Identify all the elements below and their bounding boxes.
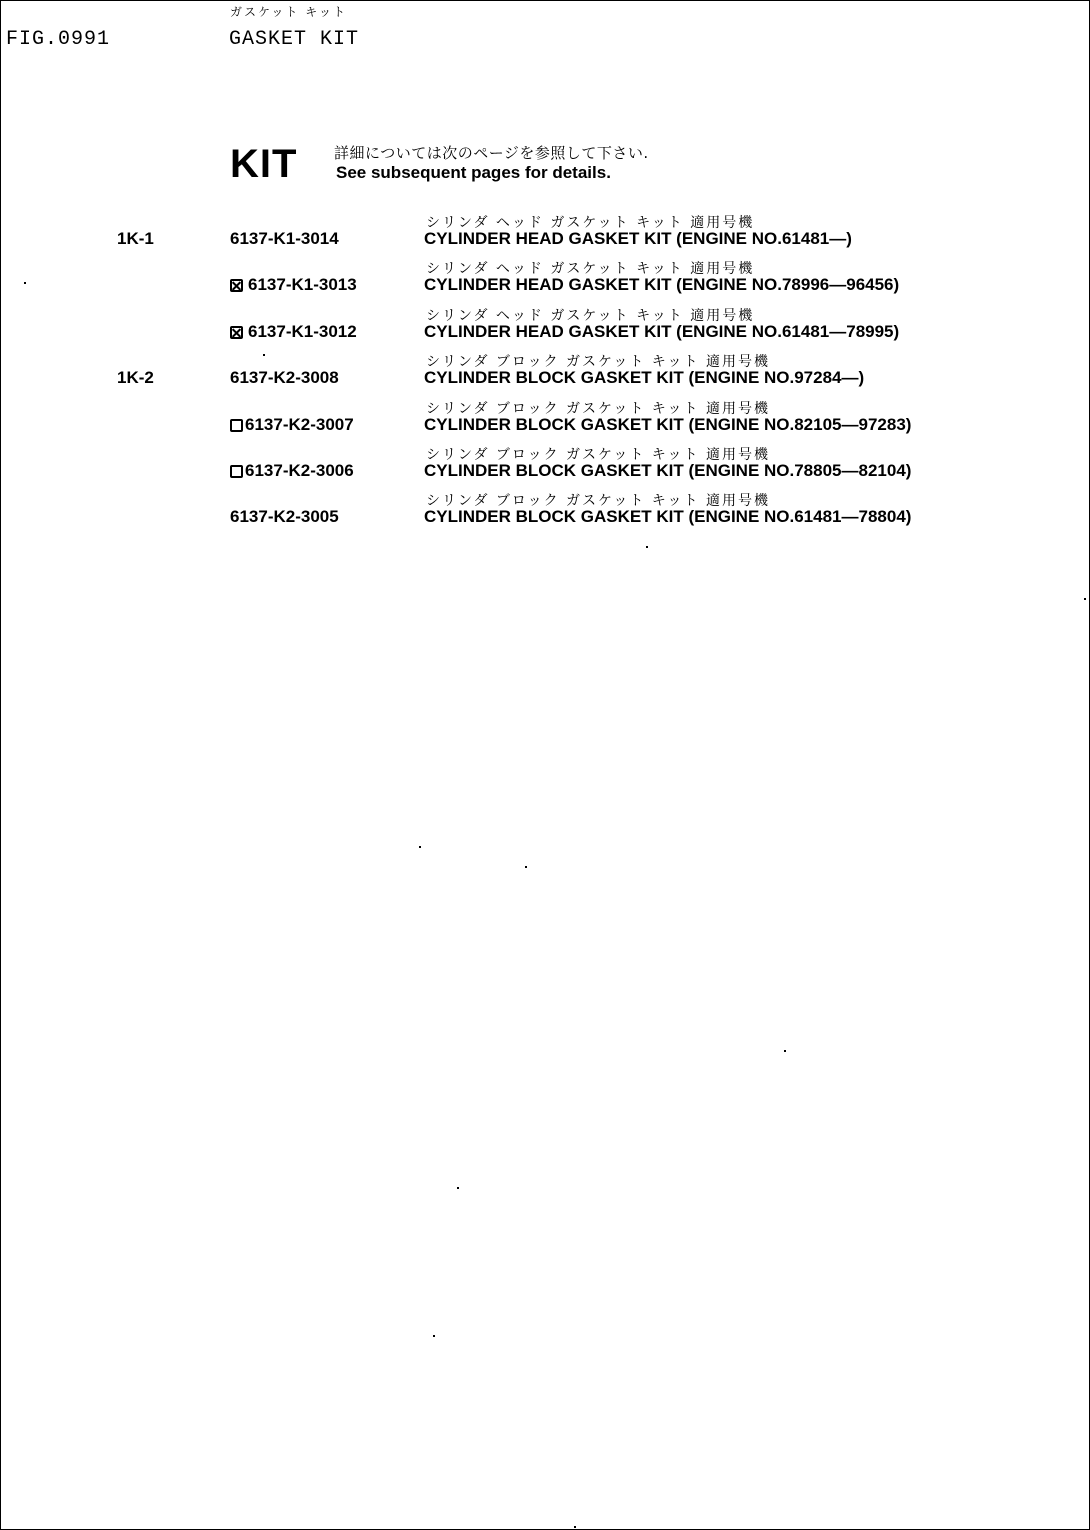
part-name-japanese: シリンダ ブロック ガスケット キット 適用号機: [426, 447, 770, 463]
kit-note-japanese: 詳細については次のページを参照して下さい.: [334, 144, 649, 162]
part-name: CYLINDER BLOCK GASKET KIT (ENGINE NO.82105—97283): [424, 415, 912, 434]
part-row: [0, 351, 1090, 397]
part-name: CYLINDER HEAD GASKET KIT (ENGINE NO.61481—): [424, 229, 852, 248]
part-row: [0, 305, 1090, 351]
part-number: [230, 322, 357, 342]
scan-speck: [574, 1526, 576, 1528]
scan-speck: [457, 1187, 459, 1189]
scan-speck: [263, 354, 265, 356]
part-number: [230, 507, 339, 527]
part-number-text: 6137-K2-3008: [230, 368, 339, 387]
part-number: [230, 415, 354, 435]
part-number: [230, 275, 357, 295]
part-name-japanese: シリンダ ブロック ガスケット キット 適用号機: [426, 493, 770, 509]
empty-box-icon: [230, 419, 243, 432]
part-name-japanese: シリンダ ブロック ガスケット キット 適用号機: [426, 354, 770, 370]
part-number-text: 6137-K2-3006: [245, 461, 354, 480]
part-name: CYLINDER BLOCK GASKET KIT (ENGINE NO.61481—78804): [424, 507, 912, 526]
crossed-box-icon: [230, 279, 243, 292]
part-row: [0, 398, 1090, 444]
part-number-text: 6137-K1-3012: [248, 322, 357, 341]
part-row: [0, 490, 1090, 536]
part-row: [0, 212, 1090, 258]
part-number: [230, 229, 339, 249]
scan-speck: [419, 846, 421, 848]
part-name-japanese: シリンダ ヘッド ガスケット キット 適用号機: [426, 308, 755, 324]
part-name-japanese: シリンダ ヘッド ガスケット キット 適用号機: [426, 215, 755, 231]
figure-number: FIG.0991: [6, 28, 111, 51]
kit-heading: KIT: [230, 142, 298, 186]
part-name: CYLINDER BLOCK GASKET KIT (ENGINE NO.78805—82104): [424, 461, 912, 480]
scan-speck: [433, 1335, 435, 1337]
item-reference: 1K-1: [117, 229, 154, 248]
scan-speck: [1084, 598, 1086, 600]
part-name-japanese: シリンダ ブロック ガスケット キット 適用号機: [426, 401, 770, 417]
part-row: [0, 258, 1090, 304]
part-number-text: 6137-K2-3007: [245, 415, 354, 434]
scan-speck: [646, 546, 648, 548]
scan-speck: [525, 866, 527, 868]
figure-title: GASKET KIT: [229, 28, 360, 51]
part-name: CYLINDER BLOCK GASKET KIT (ENGINE NO.97284—): [424, 368, 865, 387]
part-name-japanese: シリンダ ヘッド ガスケット キット 適用号機: [426, 261, 755, 277]
part-name: CYLINDER HEAD GASKET KIT (ENGINE NO.61481—78995): [424, 322, 900, 341]
figure-title-japanese: ガスケット キット: [230, 5, 347, 19]
part-number-text: 6137-K1-3014: [230, 229, 339, 248]
empty-box-icon: [230, 465, 243, 478]
part-number-text: 6137-K1-3013: [248, 275, 357, 294]
part-name: CYLINDER HEAD GASKET KIT (ENGINE NO.78996—96456): [424, 275, 900, 294]
part-number-text: 6137-K2-3005: [230, 507, 339, 526]
crossed-box-icon: [230, 326, 243, 339]
part-number: [230, 368, 339, 388]
part-number: [230, 461, 354, 481]
scan-speck: [784, 1050, 786, 1052]
item-reference: 1K-2: [117, 368, 154, 387]
scan-speck: [24, 282, 26, 284]
kit-note: See subsequent pages for details.: [336, 163, 611, 182]
part-row: [0, 444, 1090, 490]
